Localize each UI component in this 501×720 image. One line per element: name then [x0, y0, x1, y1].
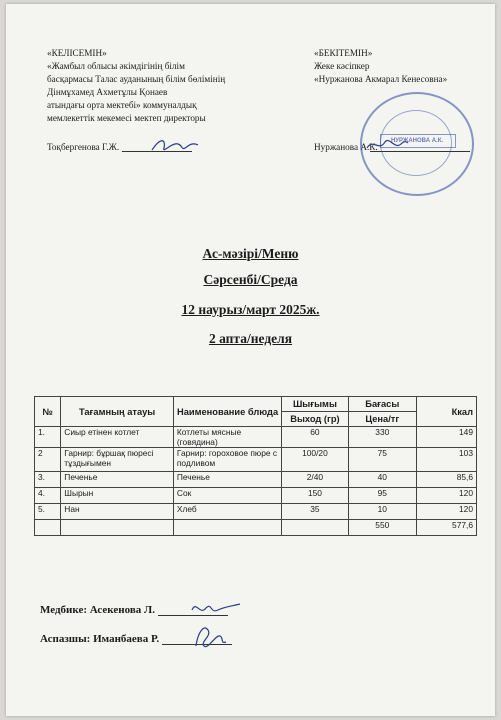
- total-price: 550: [348, 520, 416, 536]
- left-approval-line-5: мемлекеттік мекемесі мектеп директоры: [47, 113, 206, 123]
- cell-output: 150: [282, 488, 348, 504]
- cell-name-kz: Печенье: [61, 472, 174, 488]
- left-approval-title: «КЕЛІСЕМІН»: [47, 48, 107, 58]
- cell-num: 4.: [35, 488, 61, 504]
- cell-output: 100/20: [282, 448, 348, 472]
- cell-kcal: 120: [416, 488, 476, 504]
- cell-num: 5.: [35, 504, 61, 520]
- cell-num: [35, 520, 61, 536]
- day-title: Сәрсенбі/Среда: [203, 272, 298, 287]
- nurse-signature-icon: [188, 598, 242, 618]
- cell-output: 35: [282, 504, 348, 520]
- col-output-header: Шығымы: [282, 397, 348, 412]
- col-price-header: Бағасы: [348, 397, 416, 412]
- table-total-row: [35, 520, 477, 536]
- left-approval-line-1: «Жамбыл облысы әкімдігінің білім: [47, 61, 185, 71]
- cell-name-ru: Котлеты мясные (говядина): [173, 427, 281, 448]
- cell-name-kz: Нан: [61, 504, 174, 520]
- table-row: [35, 504, 477, 520]
- cell-output: 60: [282, 427, 348, 448]
- menu-title: Ас-мәзірі/Меню: [202, 246, 299, 261]
- cell-num: 2: [35, 448, 61, 472]
- table-row: [35, 488, 477, 504]
- cell-name-kz: Сиыр етінен котлет: [61, 427, 174, 448]
- nurse-label: Медбике: Асекенова Л.: [40, 604, 155, 616]
- right-approval-line-2: «Нуржанова Акмарал Кенесовна»: [314, 74, 448, 84]
- cell-name-kz: [61, 520, 174, 536]
- cell-num: 1.: [35, 427, 61, 448]
- right-approval-title: «БЕКІТЕМІН»: [314, 48, 373, 58]
- cell-output: [282, 520, 348, 536]
- table-row: [35, 472, 477, 488]
- cell-name-kz: Гарнир: бұршақ пюресі тұздығымен: [61, 448, 174, 472]
- cell-price: 75: [348, 448, 416, 472]
- cell-name-ru: Хлеб: [173, 504, 281, 520]
- right-approval-line-1: Жеке кәсіпкер: [314, 61, 370, 71]
- left-signer: Тоқбергенова Г.Ж.: [47, 142, 120, 152]
- table-row: [35, 427, 477, 448]
- cell-kcal: 85,6: [416, 472, 476, 488]
- cell-price: 95: [348, 488, 416, 504]
- week-title: 2 апта/неделя: [208, 331, 293, 346]
- cell-kcal: 103: [416, 448, 476, 472]
- cell-num: 3.: [35, 472, 61, 488]
- seal-name-text: НУРЖАНОВА А.К.: [390, 138, 444, 144]
- cell-name-ru: Гарнир: гороховое пюре с подливом: [173, 448, 281, 472]
- left-approval-line-3: Дінмұхамед Ахметұлы Қонаев: [47, 87, 168, 97]
- col-kcal-header: Ккал: [416, 397, 476, 427]
- left-approval-line-4: атындағы орта мектебі» коммуналдық: [47, 100, 197, 110]
- cell-name-kz: Шырын: [61, 488, 174, 504]
- cell-name-ru: Сок: [173, 488, 281, 504]
- left-approval-line-2: басқармасы Талас ауданының білім бөлімінің: [47, 74, 226, 84]
- cell-kcal: 149: [416, 427, 476, 448]
- cell-price: 330: [348, 427, 416, 448]
- left-signature-icon: [150, 134, 200, 156]
- cell-name-ru: [173, 520, 281, 536]
- cell-kcal: 120: [416, 504, 476, 520]
- right-signer: Нуржанова А.К.: [314, 142, 378, 152]
- table-header-row: [35, 397, 477, 412]
- cell-name-ru: Печенье: [173, 472, 281, 488]
- cell-price: 40: [348, 472, 416, 488]
- cook-signature-icon: [190, 622, 230, 650]
- date-title: 12 наурыз/март 2025ж.: [181, 302, 320, 317]
- col-output-subheader: Выход (гр): [282, 412, 348, 427]
- cook-label: Аспазшы: Иманбаева Р.: [40, 633, 160, 645]
- col-name-ru-header: Наименование блюда: [173, 397, 281, 427]
- cell-price: 10: [348, 504, 416, 520]
- menu-table: [34, 396, 477, 536]
- col-name-kz-header: Тағамның атауы: [61, 397, 174, 427]
- cell-output: 2/40: [282, 472, 348, 488]
- col-price-subheader: Цена/тг: [348, 412, 416, 427]
- total-kcal: 577,6: [416, 520, 476, 536]
- table-row: [35, 448, 477, 472]
- right-signature-icon: [365, 134, 409, 156]
- col-num-header: №: [35, 397, 61, 427]
